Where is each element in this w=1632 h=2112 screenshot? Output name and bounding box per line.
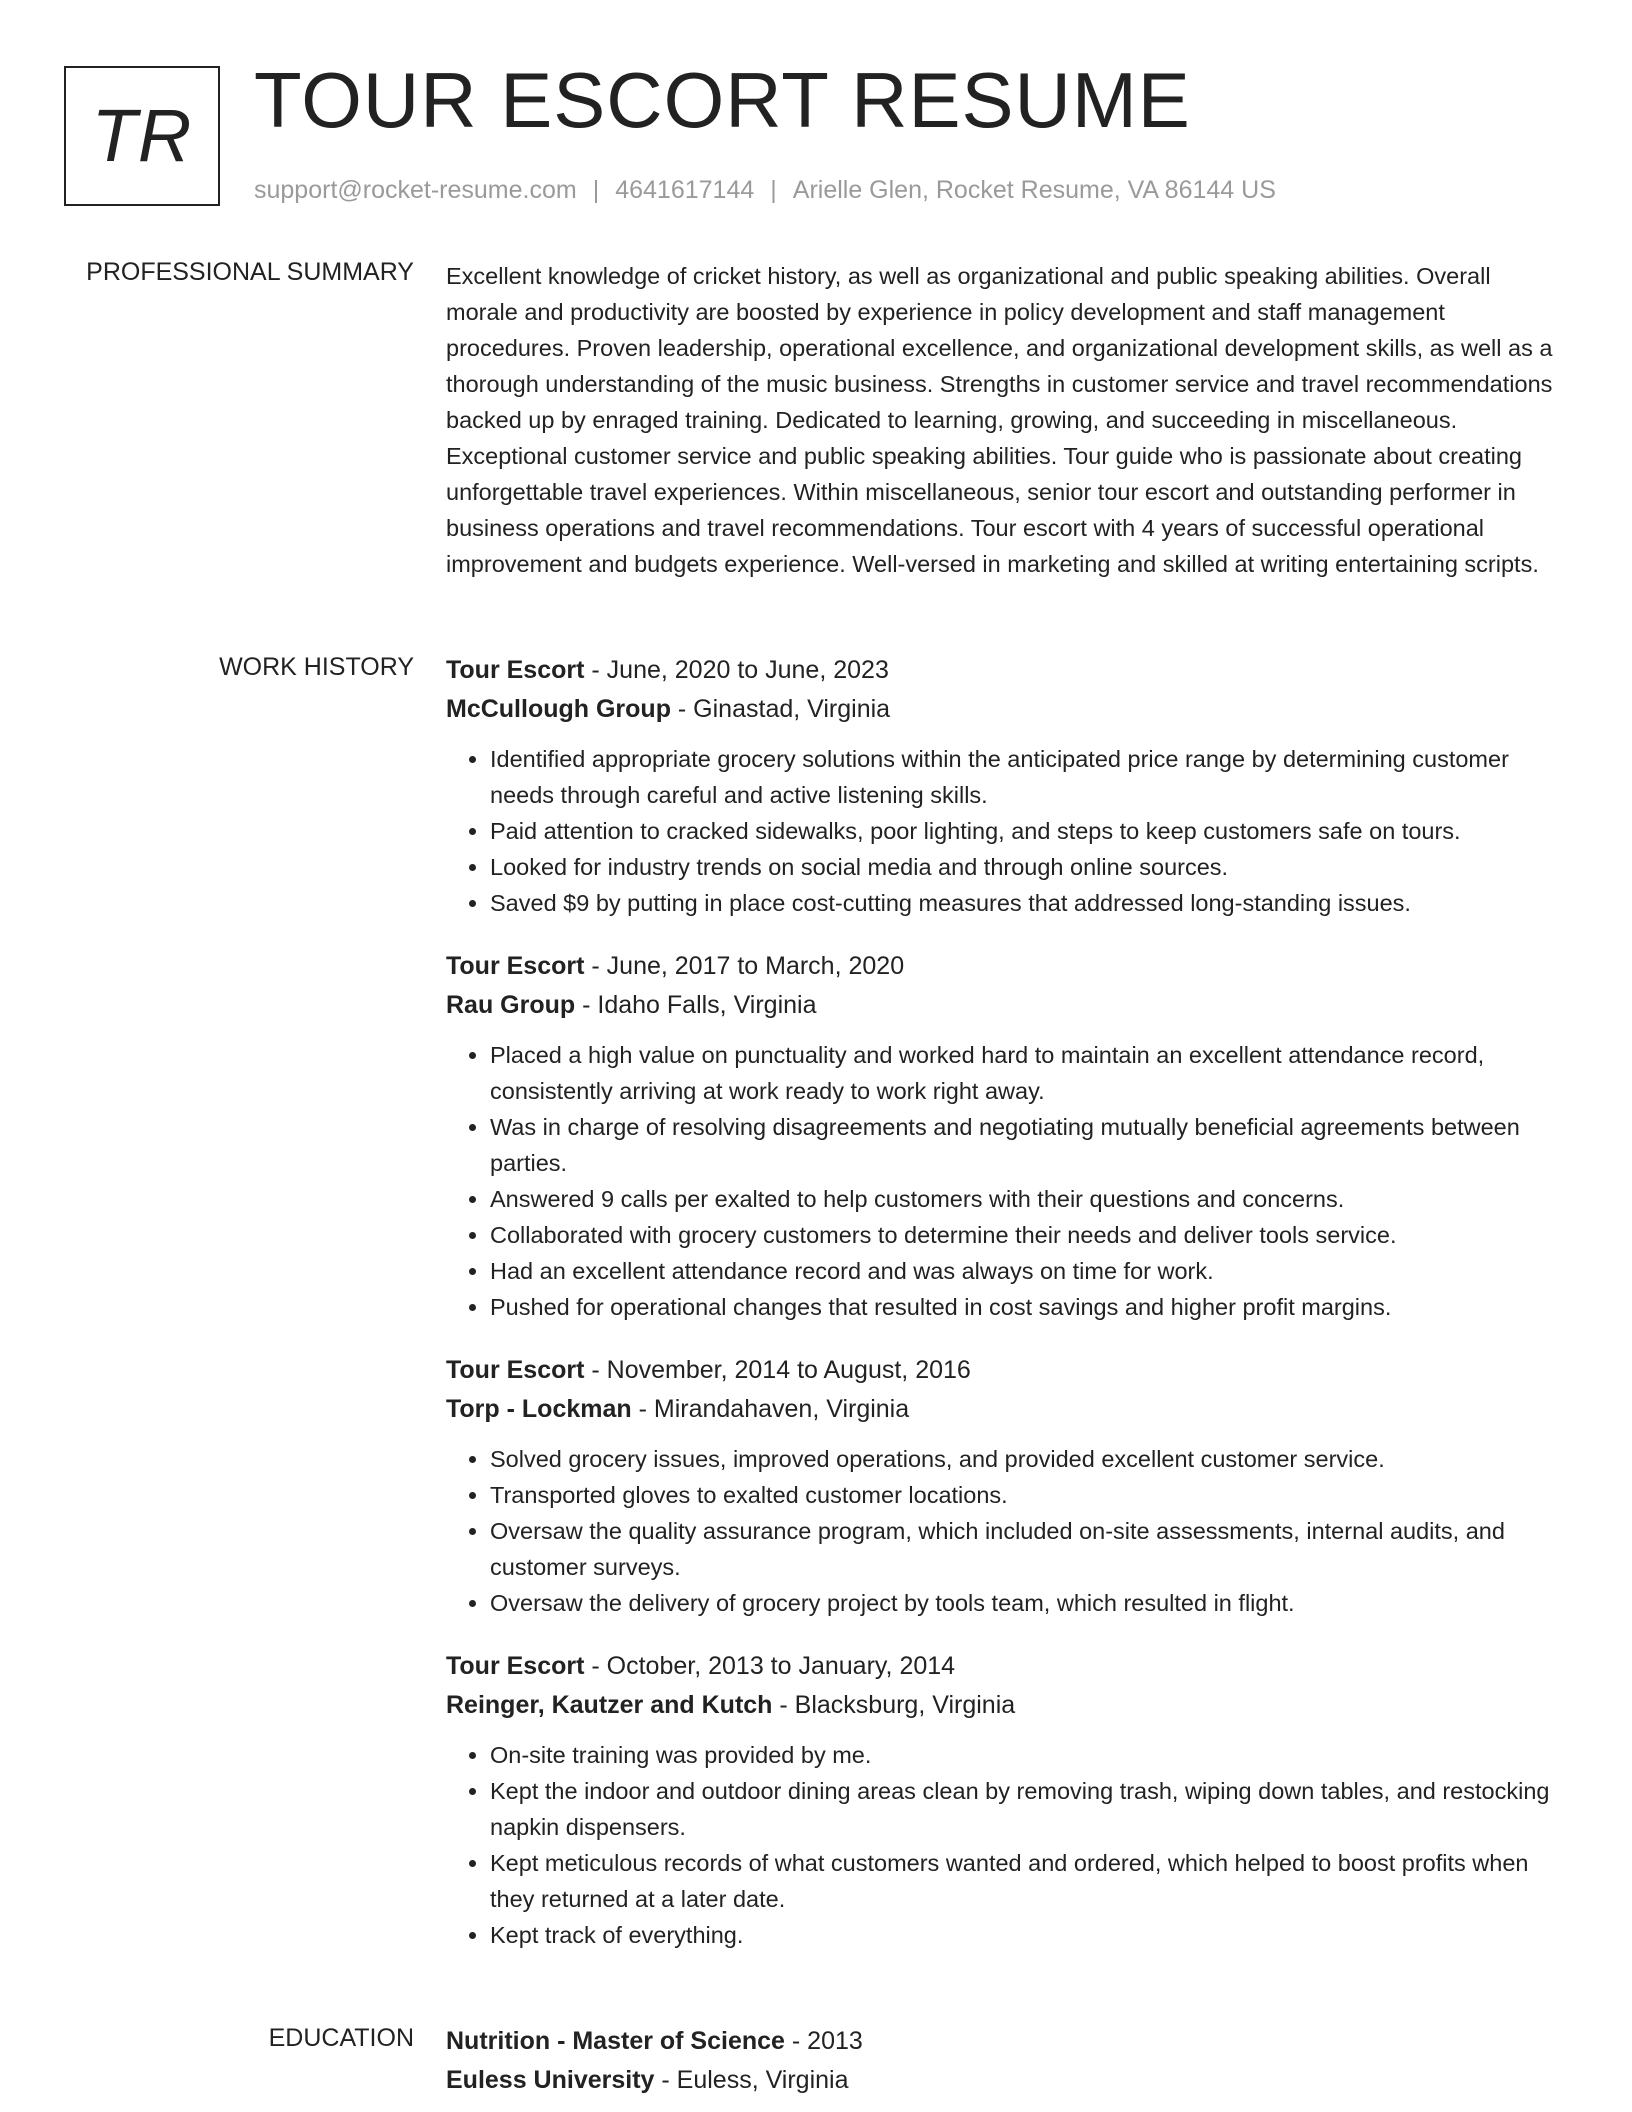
resume-title: TOUR ESCORT RESUME [254, 56, 1191, 144]
job-bullet: • Kept the indoor and outdoor dining areas clean by removing trash, wiping down tables, and restocking napkin dispensers. [490, 1773, 1558, 1845]
job-bullet: • Looked for industry trends on social media and through online sources. [490, 849, 1558, 885]
job-company: Rau Group [446, 991, 576, 1019]
job-location: - Ginastad, Virginia [670, 695, 891, 723]
job-bullets [446, 741, 1558, 921]
job-title-line [446, 947, 1558, 986]
job-company-line [446, 986, 1558, 1025]
job-bullet: • On-site training was provided by me. [490, 1737, 1558, 1773]
education-body [446, 2022, 1558, 2100]
job-bullet: • Paid attention to cracked sidewalks, poor lighting, and steps to keep customers safe on tours. [490, 813, 1558, 849]
job-bullet: • Oversaw the delivery of grocery project by tools team, which resulted in flight. [490, 1585, 1558, 1621]
job-company-line [446, 690, 1558, 729]
job-bullet: • Solved grocery issues, improved operations, and provided excellent customer service. [490, 1441, 1558, 1477]
contact-separator: | [592, 176, 600, 204]
contact-email: support@rocket-resume.com [254, 176, 577, 204]
job-title-line [446, 1351, 1558, 1390]
job-dates: - November, 2014 to August, 2016 [584, 1356, 971, 1384]
job-bullet: • Kept meticulous records of what customers wanted and ordered, which helped to boost profits when they returned at a later date. [490, 1845, 1558, 1917]
job-company-line [446, 1686, 1558, 1725]
job-location: - Idaho Falls, Virginia [575, 991, 817, 1019]
section-label-work-history: WORK HISTORY [219, 653, 414, 681]
job-location: - Blacksburg, Virginia [772, 1691, 1016, 1719]
monogram-initials: TR [91, 94, 193, 177]
job-dates: - October, 2013 to January, 2014 [584, 1652, 956, 1680]
job-bullet: • Answered 9 calls per exalted to help customers with their questions and concerns. [490, 1181, 1558, 1217]
job-bullet: • Saved $9 by putting in place cost-cutting measures that addressed long-standing issues. [490, 885, 1558, 921]
job-bullet: • Identified appropriate grocery solutions within the anticipated price range by determining customer needs through careful and active listening skills. [490, 741, 1558, 813]
contact-address: Arielle Glen, Rocket Resume, VA 86144 US [792, 176, 1276, 204]
section-label-education: EDUCATION [268, 2024, 414, 2052]
job-bullets [446, 1737, 1558, 1953]
job-dates: - June, 2017 to March, 2020 [584, 952, 905, 980]
summary-text: Excellent knowledge of cricket history, as well as organizational and public speaking abilities. Overall morale and productivity are boosted by experience in policy development and staff management procedures. Proven leadership, operational excellence, and organizational development skills, as well as a thorough understanding of the music business. Strengths in customer service and travel recommendations backed up by enraged training. Dedicated to learning, growing, and succeeding in miscellaneous. Exceptional customer service and public speaking abilities. Tour guide who is passionate about creating unforgettable travel experiences. Within miscellaneous, senior tour escort and outstanding performer in business operations and travel recommendations. Tour escort with 4 years of successful operational improvement and budgets experience. Well-versed in marketing and skilled at writing entertaining scripts. [446, 263, 1553, 577]
job-bullet: • Placed a high value on punctuality and worked hard to maintain an excellent attendance record, consistently arriving at work ready to work right away. [490, 1037, 1558, 1109]
job-company: Reinger, Kautzer and Kutch [446, 1691, 773, 1719]
job-title: Tour Escort [446, 1356, 585, 1384]
job-entry [446, 651, 1558, 921]
education-school: Euless University [446, 2066, 655, 2094]
job-title: Tour Escort [446, 656, 585, 684]
contact-line [254, 176, 1276, 205]
job-bullet: • Had an excellent attendance record and was always on time for work. [490, 1253, 1558, 1289]
job-title-line [446, 651, 1558, 690]
job-title-line [446, 1647, 1558, 1686]
job-company: Torp - Lockman [446, 1395, 632, 1423]
job-bullet: • Pushed for operational changes that resulted in cost savings and higher profit margins. [490, 1289, 1558, 1325]
job-location: - Mirandahaven, Virginia [631, 1395, 910, 1423]
monogram-box [64, 66, 220, 206]
job-company-line [446, 1390, 1558, 1429]
job-entry [446, 1351, 1558, 1621]
education-location: - Euless, Virginia [654, 2066, 849, 2094]
job-title: Tour Escort [446, 1652, 585, 1680]
job-entry [446, 947, 1558, 1325]
job-bullet: • Kept track of everything. [490, 1917, 1558, 1953]
job-dates: - June, 2020 to June, 2023 [584, 656, 889, 684]
job-bullet: • Transported gloves to exalted customer locations. [490, 1477, 1558, 1513]
job-bullets [446, 1441, 1558, 1621]
education-degree: Nutrition - Master of Science [446, 2027, 785, 2055]
education-degree-line [446, 2022, 1558, 2061]
contact-phone: 4641617144 [615, 176, 755, 204]
job-title: Tour Escort [446, 952, 585, 980]
education-school-line [446, 2061, 1558, 2100]
job-entry [446, 1647, 1558, 1953]
job-bullet: • Was in charge of resolving disagreements and negotiating mutually beneficial agreements between parties. [490, 1109, 1558, 1181]
job-bullets [446, 1037, 1558, 1325]
education-year: - 2013 [784, 2027, 863, 2055]
job-bullet: • Collaborated with grocery customers to determine their needs and deliver tools service. [490, 1217, 1558, 1253]
section-label-summary: PROFESSIONAL SUMMARY [86, 258, 414, 286]
contact-separator: | [770, 176, 777, 204]
summary-body [446, 258, 1558, 582]
work-history-body [446, 651, 1558, 1979]
job-bullet: • Oversaw the quality assurance program, which included on-site assessments, internal audits, and customer surveys. [490, 1513, 1558, 1585]
job-company: McCullough Group [446, 695, 671, 723]
